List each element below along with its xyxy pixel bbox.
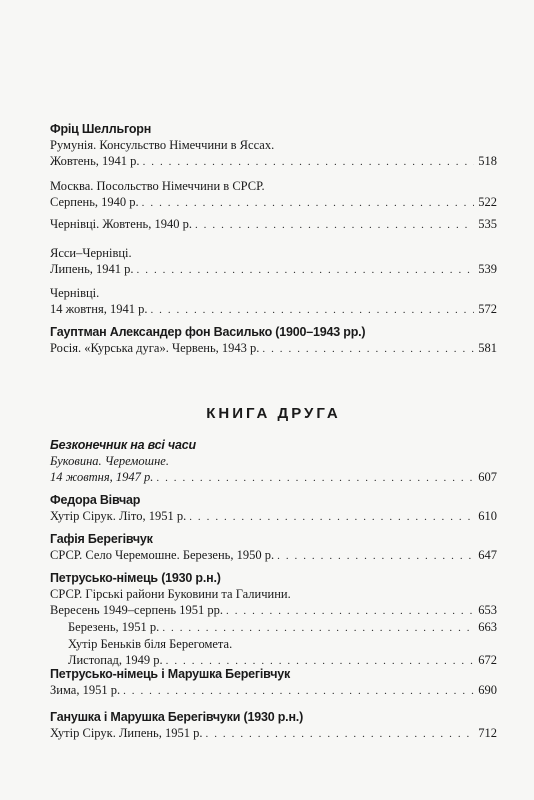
page-number: 663 [478,620,497,634]
entry-text: СРСР. Село Черемошне. Березень, 1950 р. [50,548,275,562]
toc-entry[interactable] [50,469,497,486]
entry-line: Ясси–Чернівці. [50,246,132,260]
entry-text: Росія. «Курська дуга». Червень, 1943 р. [50,341,260,355]
dot-leader [156,470,474,486]
entry-line: Москва. Посольство Німеччини в СРСР. [50,179,265,193]
page-number: 535 [478,217,497,231]
toc-section [50,531,497,564]
section-heading: Петрусько-німець і Марушка Берегівчук [50,667,291,681]
dot-leader [277,548,474,564]
toc-item [50,285,497,318]
toc-entry[interactable] [50,340,497,357]
entry-text: 14 жовтня, 1941 р. [50,302,148,316]
page-number: 607 [478,470,497,484]
entry-text: Серпень, 1940 р. [50,195,139,209]
page-number: 672 [478,653,497,667]
toc-section [50,121,497,170]
entry-text: Листопад, 1949 р. [68,653,163,667]
entry-text: 14 жовтня, 1947 р. [50,470,154,484]
section-heading: Фріц Шелльгорн [50,122,152,136]
dot-leader [226,603,474,619]
section-heading: Безконечник на всі часи [50,438,196,452]
book-title: КНИГА ДРУГА [206,405,341,422]
toc-entry[interactable] [50,301,497,318]
section-heading: Гафія Берегівчук [50,532,153,546]
page-number: 572 [478,302,497,316]
toc-entry[interactable] [50,725,497,742]
entry-line: Чернівці. [50,286,100,300]
page-number: 522 [478,195,497,209]
dot-leader [150,302,474,318]
section-heading: Ганушка і Марушка Берегівчуки (1930 р.н.) [50,710,304,724]
toc-section [50,324,497,357]
page-number: 712 [478,726,497,740]
dot-leader [206,726,475,742]
section-heading: Федора Вівчар [50,493,141,507]
page-number: 653 [478,603,497,617]
page-number: 647 [478,548,497,562]
toc-page [50,0,497,800]
dot-leader [143,154,475,170]
toc-item [50,245,497,278]
entry-text: Жовтень, 1941 р. [50,154,140,168]
page-number: 690 [478,683,497,697]
dot-leader [162,620,474,636]
entry-line: Хутір Беньків біля Берегомета. [68,637,233,651]
dot-leader [195,217,474,233]
toc-entry[interactable] [50,602,497,619]
toc-section [50,709,497,742]
entry-line: СРСР. Гірські райони Буковини та Галичини. [50,587,291,601]
toc-entry[interactable] [50,261,497,278]
toc-section [50,570,497,669]
toc-entry[interactable] [50,682,497,699]
toc-entry[interactable] [50,619,497,636]
entry-text: Хутір Сірук. Липень, 1951 р. [50,726,203,740]
toc-section [50,666,497,699]
entry-text: Зима, 1951 р. [50,683,121,697]
entry-line: Румунія. Консульство Німеччини в Яссах. [50,138,275,152]
toc-entry[interactable] [50,508,497,525]
toc-entry[interactable] [50,216,497,233]
entry-text: Вересень 1949–серпень 1951 рр. [50,603,224,617]
dot-leader [123,683,474,699]
page-number: 518 [478,154,497,168]
page-number: 539 [478,262,497,276]
entry-text: Хутір Сірук. Літо, 1951 р. [50,509,187,523]
toc-entry[interactable] [50,194,497,211]
toc-section [50,437,497,486]
toc-entry[interactable] [50,547,497,564]
dot-leader [142,195,475,211]
section-heading: Петрусько-німець (1930 р.н.) [50,571,221,585]
dot-leader [189,509,474,525]
entry-text: Липень, 1941 р. [50,262,134,276]
section-heading: Гауптман Александер фон Василько (1900–1943 рр.) [50,325,366,339]
entry-text: Березень, 1951 р. [68,620,160,634]
toc-entry[interactable] [50,153,497,170]
entry-text: Чернівці. Жовтень, 1940 р. [50,217,192,231]
toc-item [50,178,497,211]
entry-line: Буковина. Черемошне. [50,454,169,468]
page-number: 581 [478,341,497,355]
toc-section [50,492,497,525]
toc-item [50,216,497,233]
dot-leader [262,341,474,357]
page-number: 610 [478,509,497,523]
dot-leader [137,262,475,278]
